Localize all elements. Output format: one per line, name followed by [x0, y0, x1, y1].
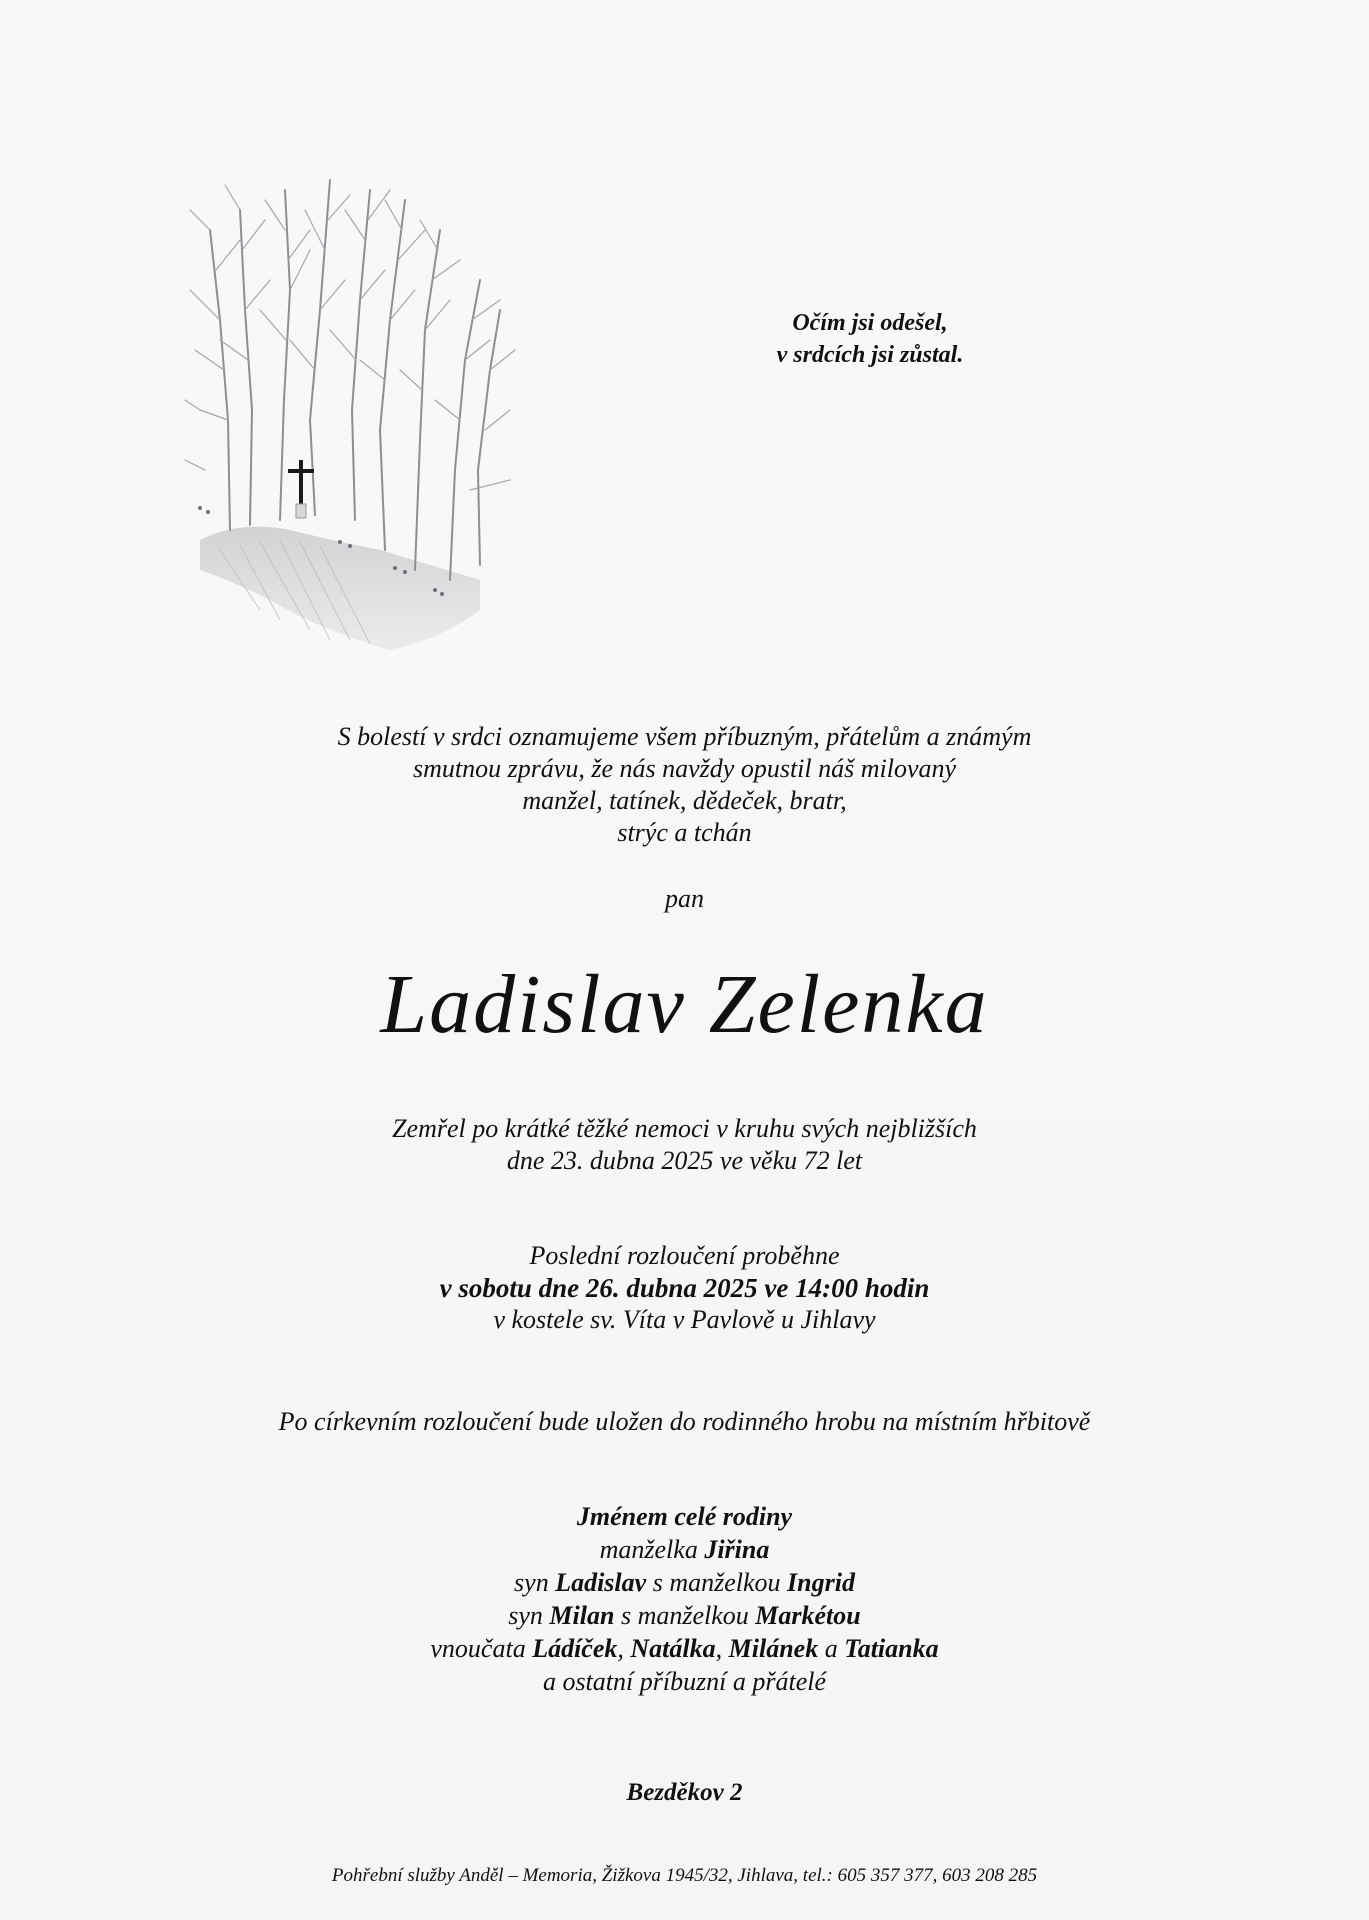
death-line-1: Zemřel po krátké těžké nemoci v kruhu svých nejbližších: [392, 1114, 977, 1143]
farewell-datetime: v sobotu dne 26. dubna 2025 ve 14:00 hodin: [439, 1273, 930, 1303]
announcement: [0, 721, 1369, 849]
family-signature: [0, 1500, 1369, 1698]
announcement-line-2: smutnou zprávu, že nás navždy opustil náš milovaný: [412, 754, 957, 783]
motto-line-1: Očím jsi odešel,: [792, 310, 948, 336]
farewell-line-1: Poslední rozloučení proběhne: [529, 1241, 840, 1270]
announcement-line-1: S bolestí v srdci oznamujeme všem příbuzným, přátelům a známým: [337, 722, 1032, 751]
family-heading: Jménem celé rodiny: [576, 1502, 793, 1531]
burial-notice: Po církevním rozloučení bude uložen do rodinného hrobu na místním hřbitově: [278, 1407, 1091, 1436]
family-son-1: syn Ladislav s manželkou Ingrid: [514, 1568, 855, 1597]
salutation: pan: [665, 884, 704, 913]
announcement-line-4: strýc a tchán: [617, 818, 752, 847]
announcement-line-3: manžel, tatínek, dědeček, bratr,: [522, 786, 847, 815]
funeral-service-footer: Pohřební služby Anděl – Memoria, Žižkova 1945/32, Jihlava, tel.: 605 357 377, 603 208 285: [331, 1865, 1038, 1886]
family-address: Bezděkov 2: [626, 1779, 743, 1806]
family-others: a ostatní příbuzní a přátelé: [542, 1667, 827, 1696]
death-line-2: dne 23. dubna 2025 ve věku 72 let: [506, 1146, 863, 1175]
forest-cross-illustration: [180, 170, 530, 670]
cross-icon: [288, 460, 314, 518]
deceased-name: Ladislav Zelenka: [380, 958, 989, 1051]
death-notice: [0, 1113, 1369, 1177]
motto: [700, 307, 1040, 371]
family-grandchildren: vnoučata Ládíček, Natálka, Milánek a Tatianka: [430, 1634, 939, 1663]
family-son-2: syn Milan s manželkou Markétou: [508, 1601, 861, 1630]
farewell-location: v kostele sv. Víta v Pavlově u Jihlavy: [493, 1305, 876, 1334]
motto-line-2: v srdcích jsi zůstal.: [776, 342, 964, 368]
family-wife: manželka Jiřina: [599, 1535, 770, 1564]
farewell-notice: [0, 1240, 1369, 1336]
